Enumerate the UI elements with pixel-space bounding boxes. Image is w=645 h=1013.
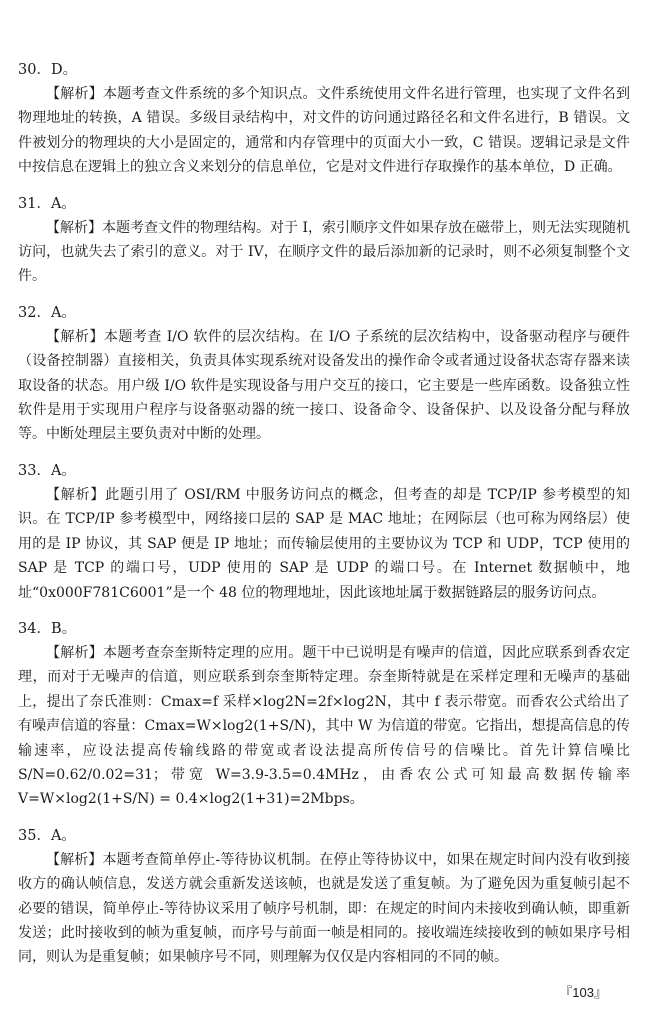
- question-31-explanation: 【解析】本题考查文件的物理结构。对于 I，索引顺序文件如果存放在磁带上，则无法实现随机访问，也就失去了索引的意义。对于 IV，在顺序文件的最后添加新的记录时，则不必须复制整个文件。: [18, 219, 630, 285]
- answer-explanations: [18, 58, 630, 982]
- question-33-answer: 33．A。: [18, 462, 76, 479]
- question-31-answer: 31．A。: [18, 195, 76, 212]
- question-34: [18, 617, 630, 812]
- question-30: [18, 58, 630, 180]
- question-30-explanation: 【解析】本题考查文件系统的多个知识点。文件系统使用文件名进行管理，也实现了文件名到物理地址的转换，A 错误。多级目录结构中，对文件的访问通过路径名和文件名进行，B 错误。文件被划分的物理块的大小是固定的，通常和内存管理中的页面大小一致，C 错误。逻辑记录是文件中按信息在逻辑上的独立含义来划分的信息单位，它是对文件进行存取操作的基本单位，D 正确。: [18, 86, 630, 176]
- question-35-answer: 35．A。: [18, 827, 76, 844]
- page-number: 『103』: [559, 985, 607, 1000]
- question-33-explanation: 【解析】此题引用了 OSI/RM 中服务访问点的概念，但考查的却是 TCP/IP 参考模型的知识。在 TCP/IP 参考模型中，网络接口层的 SAP 是 MAC 地址；在网际层（也可称为网络层）使用的是 IP 协议，其 SAP 便是 IP 地址；而传输层使用的主要协议为 TCP 和 UDP，TCP 使用的 SAP 是 TCP 的端口号，UDP 使用的 SAP 是 UDP 的端口号。在 Internet 数据帧中，地址“0x000F781C6001”是一个 48 位的物理地址，因此该地址属于数据链路层的服务访问点。: [18, 486, 630, 601]
- question-31: [18, 192, 630, 289]
- question-32: [18, 301, 630, 447]
- question-35: [18, 824, 630, 970]
- question-34-answer: 34．B。: [18, 620, 77, 637]
- question-32-explanation: 【解析】本题考查 I/O 软件的层次结构。在 I/O 子系统的层次结构中，设备驱动程序与硬件（设备控制器）直接相关，负责具体实现系统对设备发出的操作命令或者通过设备状态寄存器来读取设备的状态。用户级 I/O 软件是实现设备与用户交互的接口，它主要是一些库函数。设备独立性软件是用于实现用户程序与设备驱动器的统一接口、设备命令、设备保护、以及设备分配与释放等。中断处理层主要负责对中断的处理。: [18, 328, 630, 443]
- question-30-answer: 30．D。: [18, 62, 78, 78]
- question-34-explanation: 【解析】本题考查奈奎斯特定理的应用。题干中已说明是有噪声的信道，因此应联系到香农定理，而对于无噪声的信道，则应联系到奈奎斯特定理。奈奎斯特就是在采样定理和无噪声的基础上，提出了奈氏准则：Cmax=f 采样×log2N=2f×log2N，其中 f 表示带宽。而香农公式给出了有噪声信道的容量：Cmax=W×log2(1+S/N)，其中 W 为信道的带宽。它指出，想提高信息的传输速率，应设法提高传输线路的带宽或者设法提高所传信号的信噪比。首先计算信噪比 S/N=0.62/0.02=31；带宽 W=3.9-3.5=0.4MHz，由香农公式可知最高数据传输率 V=W×log2(1+S/N) = 0.4×log2(1+31)=2Mbps。: [18, 644, 630, 808]
- question-35-explanation: 【解析】本题考查简单停止-等待协议机制。在停止等待协议中，如果在规定时间内没有收到接收方的确认帧信息，发送方就会重新发送该帧，也就是发送了重复帧。为了避免因为重复帧引起不必要的错误，简单停止-等待协议采用了帧序号机制，即：在规定的时间内未接收到确认帧，即重新发送；此时接收到的帧为重复帧，而序号与前面一帧是相同的。接收端连续接收到的帧如果序号相同，则认为是重复帧；如果帧序号不同，则理解为仅仅是内容相同的不同的帧。: [18, 851, 630, 966]
- question-33: [18, 459, 630, 605]
- question-32-answer: 32．A。: [18, 304, 76, 321]
